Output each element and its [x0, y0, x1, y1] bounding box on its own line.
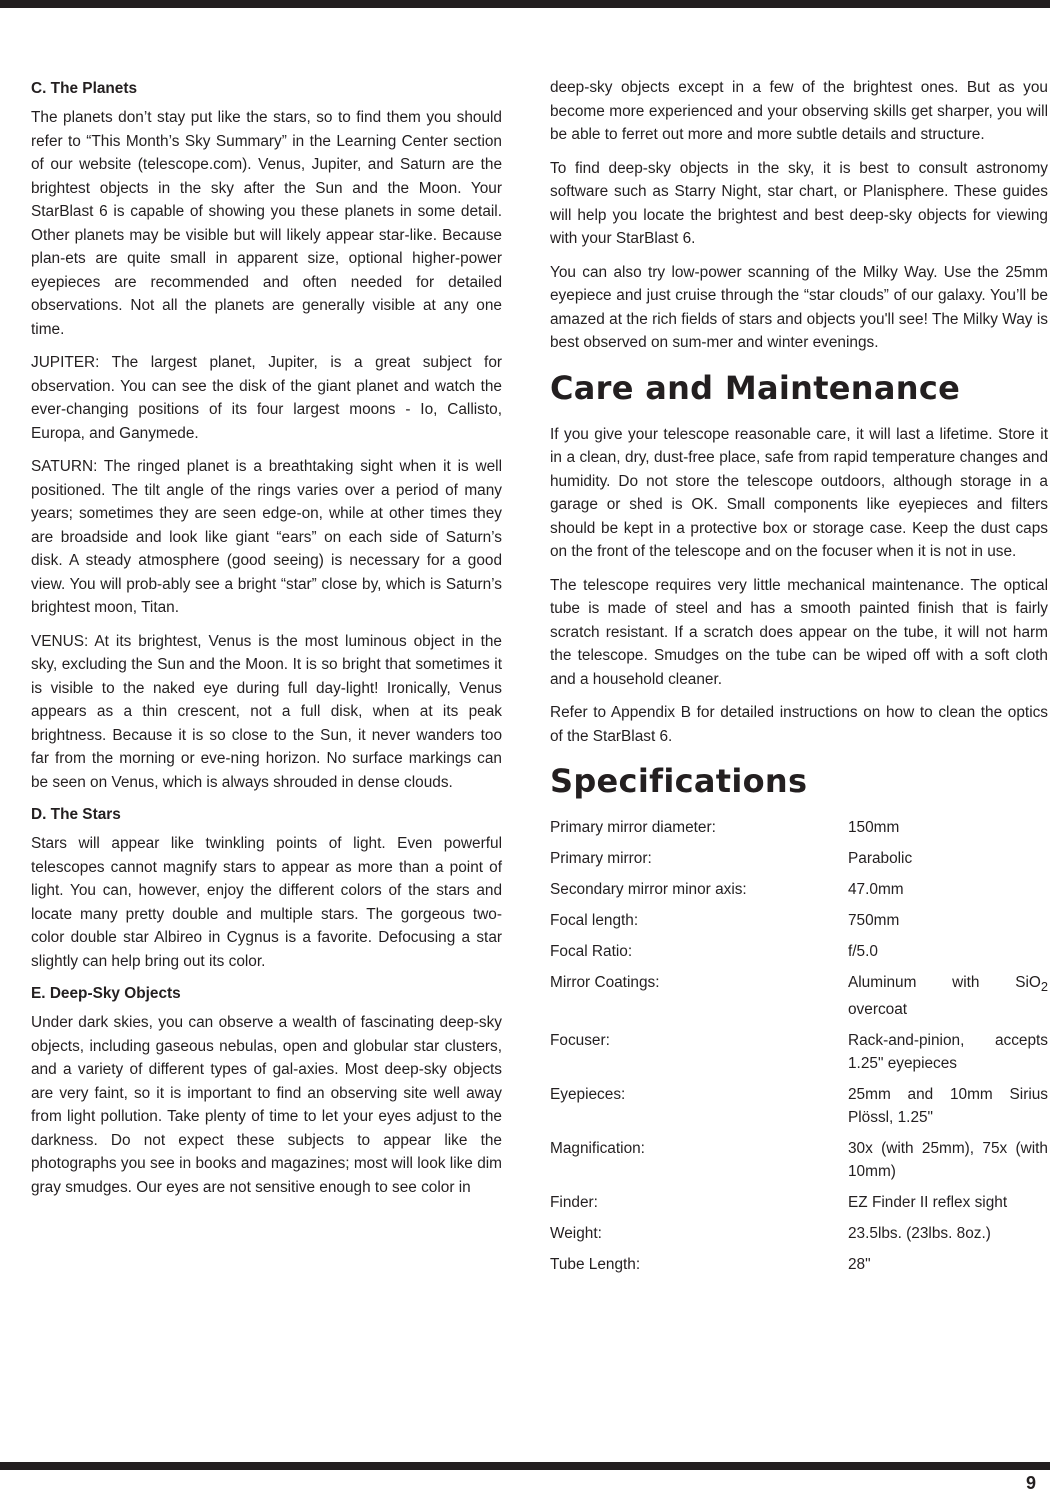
coatings-tail: overcoat — [848, 1001, 908, 1019]
spec-row — [550, 909, 1048, 940]
spec-value: 47.0mm — [848, 881, 904, 898]
spec-value: EZ Finder II reflex sight — [848, 1194, 1008, 1212]
planets-heading: C. The Planets — [31, 80, 138, 97]
spec-value: 30x (with 25mm), 75x (with 10mm) — [848, 1140, 1048, 1181]
spec-label: Secondary mirror minor axis: — [550, 881, 747, 898]
deepsky-paragraph-continued: deep-sky objects except in a few of the brightest ones. But as you become more experienced and your observing skills get sharper, you will be able to ferret out more and more subtle details and structure. — [550, 79, 1048, 143]
spec-label: Magnification: — [550, 1140, 645, 1158]
spec-label: Focal length: — [550, 912, 639, 929]
saturn-paragraph: SATURN: The ringed planet is a breathtaking sight when it is well positioned. The tilt angle of the rings varies over a period of many years; sometimes they are seen edge-on, while at other times they are broadside and look like giant “ears” on each side of Saturn’s disk. A steady atmosphere (good seeing) is necessary for a good view. You will prob-ably see a bright “star” close by, which is Saturn’s brightest moon, Titan. — [31, 458, 502, 616]
spec-value: 28" — [848, 1256, 871, 1274]
spec-row — [550, 1137, 1048, 1191]
spec-value: 25mm and 10mm Sirius Plössl, 1.25" — [848, 1086, 1048, 1127]
spec-row — [550, 847, 1048, 878]
spec-value: f/5.0 — [848, 943, 878, 960]
spec-label: Finder: — [550, 1194, 598, 1212]
spec-value: Rack-and-pinion, accepts 1.25" eyepieces — [848, 1032, 1048, 1073]
deepsky-paragraph-3: You can also try low-power scanning of the Milky Way. Use the 25mm eyepiece and just cruise through the “star clouds” of our galaxy. You’ll be amazed at the rich fields of stars and objects you'll see! The Milky Way is best observed on sum-mer and winter evenings. — [550, 263, 1048, 351]
jupiter-paragraph: JUPITER: The largest planet, Jupiter, is a great subject for observation. You can see the disk of the giant planet and watch the ever-changing positions of its four largest moons - Io, Callisto, Europa, and Ganymede. — [31, 354, 502, 442]
specifications-heading: Specifications — [550, 762, 808, 800]
spec-row — [550, 971, 1048, 1029]
spec-value: 750mm — [848, 912, 900, 929]
spec-value: Parabolic — [848, 850, 913, 867]
page-number: 9 — [1025, 1473, 1036, 1493]
bottom-rule — [0, 1462, 1050, 1470]
spec-label: Focal Ratio: — [550, 943, 633, 960]
spec-row — [550, 878, 1048, 909]
deepsky-heading: E. Deep-Sky Objects — [31, 985, 181, 1002]
stars-paragraph: Stars will appear like twinkling points of light. Even powerful telescopes cannot magnify stars to appear as more than a point of light. You can, however, enjoy the different colors of the stars and locate many pretty double and multiple stars. The gorgeous two-color double star Albireo in Cygnus is a favorite. Defocusing a star slightly can help bring out its color. — [31, 835, 502, 970]
deepsky-paragraph-2: To find deep-sky objects in the sky, it is best to consult astronomy software such as Starry Night, star chart, or Planisphere. These guides will help you locate the brightest and best deep-sky objects for viewing with your StarBlast 6. — [550, 159, 1048, 247]
top-rule — [0, 0, 1050, 8]
spec-label: Weight: — [550, 1225, 602, 1243]
care-paragraph-3: Refer to Appendix B for detailed instructions on how to clean the optics of the StarBlast 6. — [550, 704, 1048, 745]
spec-row — [550, 1029, 1048, 1083]
spec-row — [550, 1222, 1048, 1253]
spec-row — [550, 816, 1048, 847]
right-column — [550, 76, 1048, 1284]
deepsky-paragraph: Under dark skies, you can observe a wealth of fascinating deep-sky objects, including gaseous nebulas, open and globular star clusters, and a variety of different types of gal-axies. Most deep-sky objects are very faint, so it is important to find an observing site well away from light pollution. Take plenty of time to let your eyes adjust to the darkness. Do not expect these subjects to appear like the photographs you see in books and magazines; most will look like dim gray smudges. Our eyes are not sensitive enough to see color in — [31, 1014, 502, 1196]
spec-label: Primary mirror: — [550, 850, 652, 867]
spec-label: Tube Length: — [550, 1256, 641, 1274]
spec-row — [550, 1083, 1048, 1137]
spec-label: Focuser: — [550, 1032, 610, 1050]
spec-row — [550, 940, 1048, 971]
spec-label: Eyepieces: — [550, 1086, 626, 1104]
spec-value-coatings — [848, 971, 1048, 1029]
specifications-table — [550, 816, 1048, 1284]
coatings-text: Aluminum with SiO — [848, 974, 1041, 991]
coatings-subscript: 2 — [1040, 979, 1048, 995]
care-heading: Care and Maintenance — [550, 368, 961, 407]
care-paragraph-1: If you give your telescope reasonable care, it will last a lifetime. Store it in a clean, dry, dust-free place, safe from rapid temperature changes and humidity. Do not store the telescope outdoors, although storage in a garage or shed is OK. Small components like eyepieces and filters should be kept in a protective box or storage case. Keep the dust caps on the front of the telescope and on the focuser when it is not in use. — [550, 425, 1048, 560]
care-paragraph-2: The telescope requires very little mechanical maintenance. The optical tube is made of steel and has a smooth painted finish that is fairly scratch resistant. If a scratch does appear on the tube, it will not harm the telescope. Smudges on the tube can be wiped off with a soft cloth and a household cleaner. — [550, 576, 1048, 688]
spec-value: 23.5lbs. (23lbs. 8oz.) — [848, 1225, 991, 1243]
spec-label: Primary mirror diameter: — [550, 819, 716, 836]
spec-label: Mirror Coatings: — [550, 974, 660, 991]
stars-heading: D. The Stars — [31, 806, 121, 823]
venus-paragraph: VENUS: At its brightest, Venus is the most luminous object in the sky, excluding the Sun and the Moon. It is so bright that sometimes it is visible to the naked eye during full day-light! Ironically, Venus appears as a thin crescent, not a full disk, when at its peak brightness. Because it is so close to the Sun, it never wanders too far from the morning or eve-ning horizon. No surface markings can be seen on Venus, which is always shrouded in dense clouds. — [31, 632, 502, 791]
planets-paragraph: The planets don’t stay put like the stars, so to find them you should refer to “This Month’s Sky Summary” in the Learning Center section of our website (telescope.com). Venus, Jupiter, and Saturn are the brightest objects in the sky after the Sun and the Moon. Your StarBlast 6 is capable of showing you these planets in some detail. Other planets may be visible but will likely appear star-like. Because plan-ets are quite small in apparent size, optional higher-power eyepieces are recommended and often needed for detailed observations. Not all the planets are generally visible at any one time. — [31, 109, 502, 338]
left-column — [31, 78, 502, 1209]
spec-row — [550, 1191, 1048, 1222]
spec-row — [550, 1253, 1048, 1284]
spec-value: 150mm — [848, 819, 900, 836]
